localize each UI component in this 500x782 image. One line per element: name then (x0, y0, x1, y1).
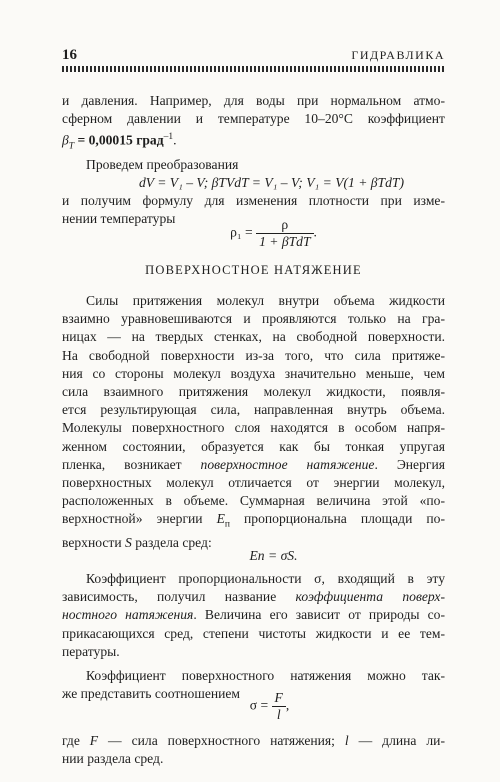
text-line: где F — сила поверхностного натяжения; l — длина ли- (62, 733, 445, 748)
text-line: Молекулы поверхностного слоя находятся в особом напря- (62, 420, 445, 436)
formula-numerator: ρ (256, 217, 313, 234)
text-line: Проведем преобразования (86, 156, 239, 172)
text-line: верхности S раздела сред: (62, 535, 212, 551)
text-line: На свободной поверхности из-за того, что сила притяже- (62, 347, 445, 363)
text-line: пленка, возникает поверхностное натяжение. Энергия (62, 456, 445, 472)
text-line: верхностной» энергии $E_п$ пропорциональна площади по- (62, 511, 445, 531)
formula-denominator: l (276, 707, 281, 722)
text-line: ностного натяжения. Величина его зависит от природы со- (62, 607, 445, 623)
beta-symbol: β (62, 132, 69, 148)
text-line: сила взаимного притяжения молекул жидкости, появля- (62, 384, 445, 400)
text-line: женном состоянии, образуется как бы тонкая упругая (62, 438, 445, 454)
text-line: Коэффициент поверхностного натяжения можно так- (86, 668, 445, 684)
beta-value-line: $\beta_T = 0,00015$ град$^{-1}$. (62, 132, 177, 152)
text-line: ницах — на твердых стенках, на свободной поверхности. (62, 329, 445, 345)
text-line: Силы притяжения молекул внутри объема жидкости (86, 293, 445, 308)
text-line: поверхностных молекул отличается от энергии молекул, (62, 475, 445, 491)
text-line: ния со стороны молекул воздуха значительно меньше, чем (62, 365, 445, 381)
term-surface-tension: поверхностное натяжение (200, 456, 375, 472)
formula-numerator: F (272, 690, 286, 707)
formula-fraction (256, 217, 313, 250)
text-line: нии раздела сред. (62, 751, 164, 767)
header-rule (62, 66, 445, 72)
sigma-formula: σ = $\frac{F}{l}$ , (249, 690, 290, 722)
section-heading: ПОВЕРХНОСТНОЕ НАТЯЖЕНИЕ (145, 263, 362, 277)
surface-tension-paragraph (62, 292, 445, 553)
page-number: 16 (62, 47, 77, 63)
formula-denominator: 1 + βTdT (259, 234, 311, 249)
text-line: и получим формулу для изменения плотности при изме- (62, 193, 445, 209)
formula-fraction (272, 690, 286, 723)
intro-paragraph (62, 92, 445, 229)
text-line: же представить соотношением (62, 686, 241, 702)
text-line: взаимно уравновешиваются и проявляются только на гра- (62, 311, 445, 327)
transform-equations: dV = V₁ – V; βTVdT = V₁ – V; V₁ = V(1 + βTdT) (138, 175, 405, 191)
coefficient-paragraph (62, 570, 445, 703)
beta-subscript: T (68, 141, 75, 152)
term-coefficient: коэффициента поверх- (295, 589, 445, 605)
text-line: и давления. Например, для воды при нормальном атмо- (62, 93, 445, 108)
density-formula: ρ₁ = $\frac{\rho}{\text{1 + βTdT}}$ . (230, 217, 317, 249)
beta-exponent: –1 (163, 132, 174, 143)
text-line: нении температуры (62, 211, 176, 227)
running-title: ГИДРАВЛИКА (351, 48, 445, 62)
formula-lhs: ρ₁ = (230, 224, 253, 240)
formula-lhs: σ = (249, 697, 269, 713)
energy-formula: Eп = σS. (249, 548, 298, 563)
text-line: зависимость, получил название коэффициента поверх- (62, 589, 445, 605)
text-line: прикасающихся сред, степени чистоты жидкости и ее тем- (62, 625, 445, 641)
text-line: сферном давлении и температуре 10–20°C коэффициент (62, 111, 445, 127)
definition-paragraph (62, 732, 445, 768)
text-line: Коэффициент пропорциональности σ, входящий в эту (86, 571, 445, 586)
text-line: расположенных в объеме. Суммарная величина этой «по- (62, 493, 445, 509)
page-header (62, 47, 445, 67)
beta-value: = 0,00015 град (74, 132, 164, 148)
text-line: ется результирующая сила, направленная внутрь объема. (62, 402, 445, 418)
text-line: пературы. (62, 643, 120, 659)
